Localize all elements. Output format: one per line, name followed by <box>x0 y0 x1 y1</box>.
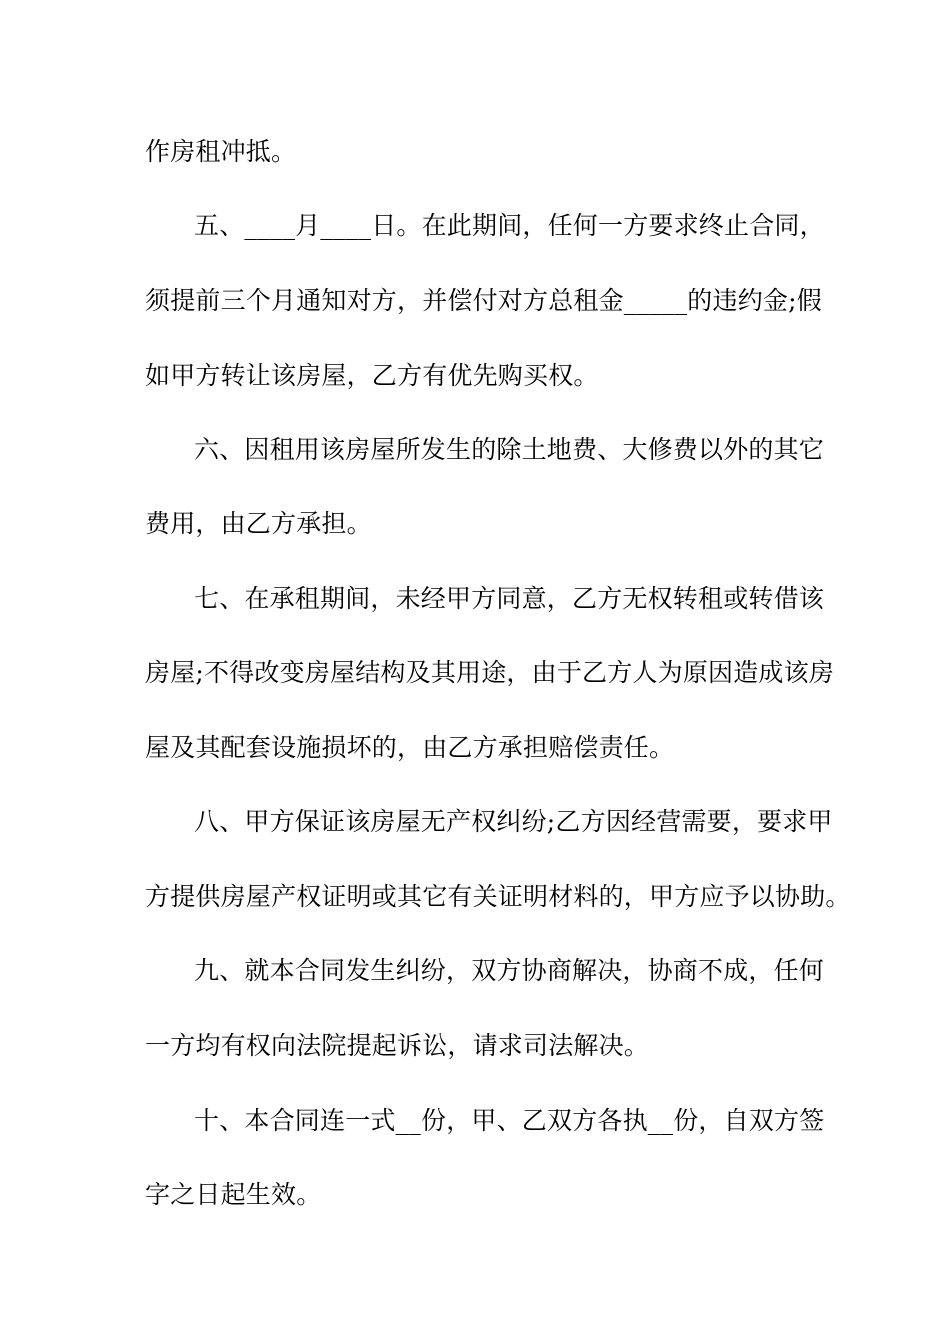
clause-9-line-1: 九、就本合同发生纠纷，双方协商解决，协商不成，任何 <box>194 956 825 985</box>
clause-6-line-1: 六、因租用该房屋所发生的除土地费、大修费以外的其它 <box>194 435 825 464</box>
clause-8-line-2: 方提供房屋产权证明或其它有关证明材料的，甲方应予以协助。 <box>145 882 851 911</box>
clause-6-line-2: 费用，由乙方承担。 <box>145 509 372 538</box>
clause-8-line-1: 八、甲方保证该房屋无产权纠纷;乙方因经营需要，要求甲 <box>194 807 833 836</box>
text-line: 作房租冲抵。 <box>145 137 297 166</box>
clause-5-line-1: 五、____月____日。在此期间，任何一方要求终止合同， <box>194 211 825 240</box>
clause-10-line-2: 字之日起生效。 <box>145 1180 322 1209</box>
clause-7-line-3: 屋及其配套设施损坏的，由乙方承担赔偿责任。 <box>145 733 675 762</box>
clause-5-line-2: 须提前三个月通知对方，并偿付对方总租金_____的违约金;假 <box>145 286 822 315</box>
clause-7-line-1: 七、在承租期间，未经甲方同意，乙方无权转租或转借该 <box>194 584 825 613</box>
clause-7-line-2: 房屋;不得改变房屋结构及其用途，由于乙方人为原因造成该房 <box>145 658 835 687</box>
clause-9-line-2: 一方均有权向法院提起诉讼，请求司法解决。 <box>145 1031 650 1060</box>
clause-10-line-1: 十、本合同连一式__份，甲、乙双方各执__份，自双方签 <box>194 1106 825 1135</box>
clause-5-line-3: 如甲方转让该房屋，乙方有优先购买权。 <box>145 361 599 390</box>
